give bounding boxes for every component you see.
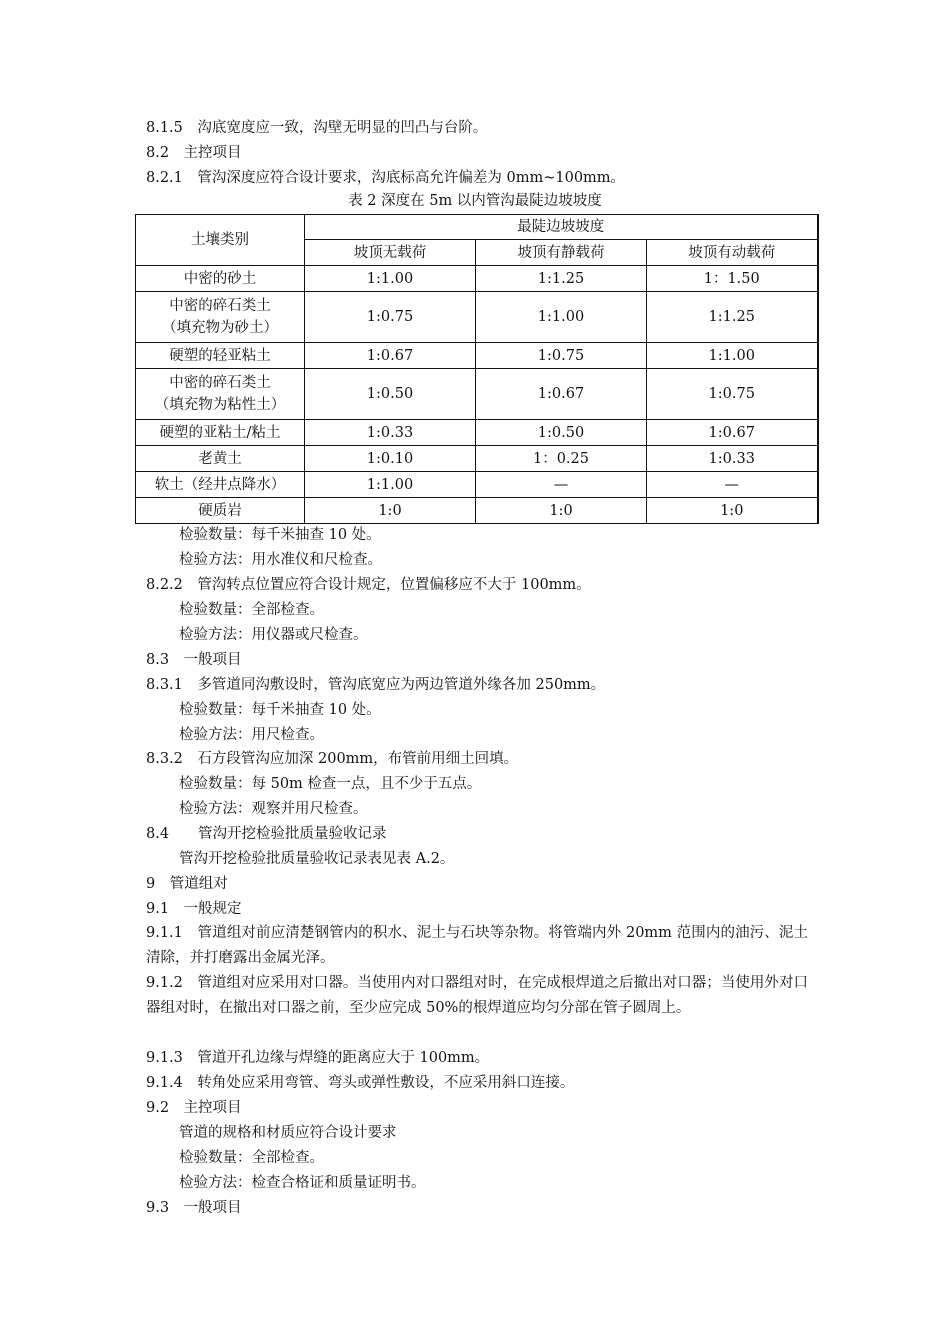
- clause-8-3-2: 8.3.2 石方段管沟应加深 200mm，布管前用细土回填。: [146, 751, 519, 767]
- value-cell: 1:0.50: [305, 369, 476, 420]
- value-cell: 1:0: [305, 498, 476, 524]
- value-cell: 1:0.67: [647, 420, 818, 446]
- section-9-2-heading: 9.2 主控项目: [146, 1100, 242, 1116]
- table-row: [136, 420, 818, 446]
- table-row: [136, 472, 818, 498]
- inspection-method: 检验方法：用仪器或尺检查。: [179, 627, 368, 643]
- value-cell: 1:0.75: [476, 343, 647, 369]
- section-8-3-heading: 8.3 一般项目: [146, 652, 242, 668]
- soil-cell: [136, 369, 305, 420]
- soil-note: （填充物为砂土）: [162, 320, 278, 336]
- value-cell: 1:0.67: [476, 369, 647, 420]
- header-max-slope: 最陡边坡坡度: [305, 215, 818, 240]
- inspection-method: 检验方法：检查合格证和质量证明书。: [179, 1175, 426, 1191]
- inspection-quantity: 检验数量：全部检查。: [179, 1150, 324, 1166]
- inspection-quantity: 检验数量：每千米抽查 10 处。: [179, 702, 381, 718]
- clause-9-1-3: 9.1.3 管道开孔边缘与焊缝的距离应大于 100mm。: [146, 1050, 490, 1066]
- value-cell: 1：1.50: [647, 266, 818, 292]
- soil-note: （填充物为粘性土）: [154, 397, 286, 413]
- inspection-method: 检验方法：用尺检查。: [179, 727, 324, 743]
- inspection-quantity: 检验数量：每千米抽查 10 处。: [179, 527, 381, 543]
- table-header-row: [136, 215, 818, 240]
- value-cell: 1:0.67: [305, 343, 476, 369]
- value-cell: 1：0.25: [476, 446, 647, 472]
- value-cell: 1:1.00: [305, 266, 476, 292]
- value-cell: 1:0.75: [305, 292, 476, 343]
- table-row: [136, 498, 818, 524]
- soil-cell: 中密的砂土: [136, 266, 305, 292]
- section-8-2-heading: 8.2 主控项目: [146, 145, 242, 161]
- inspection-method: 检验方法：用水准仪和尺检查。: [179, 552, 382, 568]
- clause-8-2-2: 8.2.2 管沟转点位置应符合设计规定，位置偏移应不大于 100mm。: [146, 577, 591, 593]
- value-cell: 1:1.25: [647, 292, 818, 343]
- value-cell: —: [647, 472, 818, 498]
- clause-8-2-1: 8.2.1 管沟深度应符合设计要求，沟底标高允许偏差为 0mm~100mm。: [146, 170, 626, 186]
- soil-cell: 硬质岩: [136, 498, 305, 524]
- chapter-9-heading: 9 管道组对: [146, 876, 228, 892]
- value-cell: 1:1.25: [476, 266, 647, 292]
- clause-9-1-2: 9.1.2 管道组对应采用对口器。当使用内对口器组对时，在完成根焊道之后撤出对口器；当使用外对口器组对时，在撤出对口器之前，至少应完成 50%的根焊道应均匀分部在管子圆周上。: [146, 975, 808, 1016]
- section-9-3-heading: 9.3 一般项目: [146, 1200, 242, 1216]
- value-cell: 1:0.33: [305, 420, 476, 446]
- value-cell: 1:0.33: [647, 446, 818, 472]
- clause-8-3-1: 8.3.1 多管道同沟敷设时，管沟底宽应为两边管道外缘各加 250mm。: [146, 677, 606, 693]
- value-cell: 1:0: [647, 498, 818, 524]
- clause-9-1-1: 9.1.1 管道组对前应清楚钢管内的积水、泥土与石块等杂物。将管端内外 20mm 范围内的油污、泥土清除，并打磨露出金属光泽。: [146, 925, 808, 966]
- header-soil-type: 土壤类别: [136, 215, 305, 266]
- record-note: 管沟开挖检验批质量验收记录表见表 A.2。: [179, 851, 455, 867]
- requirement-text: 管道的规格和材质应符合设计要求: [179, 1125, 397, 1141]
- inspection-quantity: 检验数量：全部检查。: [179, 602, 324, 618]
- soil-name: 中密的碎石类土: [169, 298, 271, 314]
- value-cell: —: [476, 472, 647, 498]
- value-cell: 1:0.10: [305, 446, 476, 472]
- table-row: [136, 292, 818, 343]
- header-dynamic-load: 坡顶有动载荷: [647, 240, 818, 266]
- value-cell: 1:1.00: [647, 343, 818, 369]
- table-row: [136, 446, 818, 472]
- table-row: [136, 369, 818, 420]
- value-cell: 1:0.75: [647, 369, 818, 420]
- table-row: [136, 343, 818, 369]
- inspection-quantity: 检验数量：每 50m 检查一点，且不少于五点。: [179, 776, 482, 792]
- soil-cell: 硬塑的亚粘土/粘土: [136, 420, 305, 446]
- section-9-1-heading: 9.1 一般规定: [146, 901, 242, 917]
- clause-8-1-5: 8.1.5 沟底宽度应一致，沟壁无明显的凹凸与台阶。: [146, 120, 488, 136]
- value-cell: 1:1.00: [476, 292, 647, 343]
- value-cell: 1:0: [476, 498, 647, 524]
- inspection-method: 检验方法：观察并用尺检查。: [179, 801, 368, 817]
- header-no-load: 坡顶无载荷: [305, 240, 476, 266]
- soil-cell: 老黄土: [136, 446, 305, 472]
- table-row: [136, 266, 818, 292]
- soil-cell: 软土（经井点降水）: [136, 472, 305, 498]
- slope-table: [135, 214, 819, 524]
- table-caption: 表 2 深度在 5m 以内管沟最陡边坡坡度: [348, 193, 602, 209]
- soil-name: 中密的碎石类土: [169, 375, 271, 391]
- clause-9-1-4: 9.1.4 转角处应采用弯管、弯头或弹性敷设，不应采用斜口连接。: [146, 1075, 575, 1091]
- value-cell: 1:1.00: [305, 472, 476, 498]
- value-cell: 1:0.50: [476, 420, 647, 446]
- soil-cell: 硬塑的轻亚粘土: [136, 343, 305, 369]
- section-8-4-heading: 8.4 管沟开挖检验批质量验收记录: [146, 826, 387, 842]
- soil-cell: [136, 292, 305, 343]
- header-static-load: 坡顶有静载荷: [476, 240, 647, 266]
